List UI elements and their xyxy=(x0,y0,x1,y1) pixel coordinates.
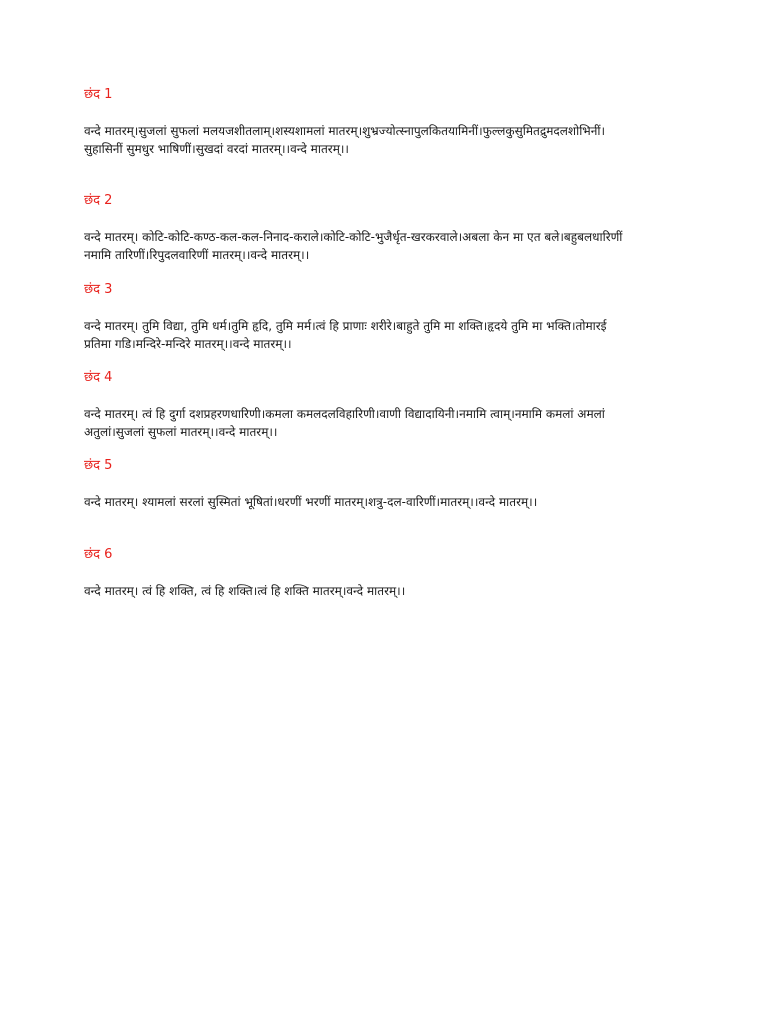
stanza-text-4: वन्दे मातरम्। त्वं हि दुर्गा दशप्रहरणधारिणी।कमला कमलदलविहारिणी।वाणी विद्यादायिनी।नमामि त्वाम्।नमामि कमलां अमलां अतुलां।सुजलां सुफलां मातरम्।।वन्दे मातरम्।। xyxy=(84,407,605,439)
stanza-text-1: वन्दे मातरम्।सुजलां सुफलां मलयजशीतलाम्।शस्यशामलां मातरम्।शुभ्रज्योत्स्नापुलकितयामिनीं।फुल्लकुसुमितद्रुमदलशोभिनीं।सुहासिनीं सुमधुर भाषिणीं।सुखदां वरदां मातरम्।।वन्दे मातरम्।। xyxy=(84,124,606,156)
stanza-heading-2: छंद 2 xyxy=(84,193,113,208)
stanza-heading-3: छंद 3 xyxy=(84,282,113,297)
stanza-text-2: वन्दे मातरम्। कोटि-कोटि-कण्ठ-कल-कल-निनाद-कराले।कोटि-कोटि-भुजैर्धृत-खरकरवाले।अबला केन मा एत बले।बहुबलधारिणीं नमामि तारिणीं।रिपुदलवारिणीं मातरम्।।वन्दे मातरम्।। xyxy=(84,230,623,262)
stanza-heading-5: छंद 5 xyxy=(84,458,113,473)
stanza-heading-1: छंद 1 xyxy=(84,87,113,102)
stanza-text-6: वन्दे मातरम्। त्वं हि शक्ति, त्वं हि शक्ति।त्वं हि शक्ति मातरम्।वन्दे मातरम्।। xyxy=(84,584,406,598)
stanza-text-5: वन्दे मातरम्। श्यामलां सरलां सुस्मितां भूषितां।धरणीं भरणीं मातरम्।शत्रु-दल-वारिणीं।मातरम्।।वन्दे मातरम्।। xyxy=(84,495,538,509)
stanza-heading-6: छंद 6 xyxy=(84,547,113,562)
stanza-heading-4: छंद 4 xyxy=(84,370,113,385)
stanza-text-3: वन्दे मातरम्। तुमि विद्या, तुमि धर्म।तुमि हृदि, तुमि मर्म।त्वं हि प्राणाः शरीरे।बाहुते तुमि मा शक्ति।हृदये तुमि मा भक्ति।तोमारई प्रतिमा गडि।मन्दिरे-मन्दिरे मातरम्।।वन्दे मातरम्।। xyxy=(84,319,607,351)
